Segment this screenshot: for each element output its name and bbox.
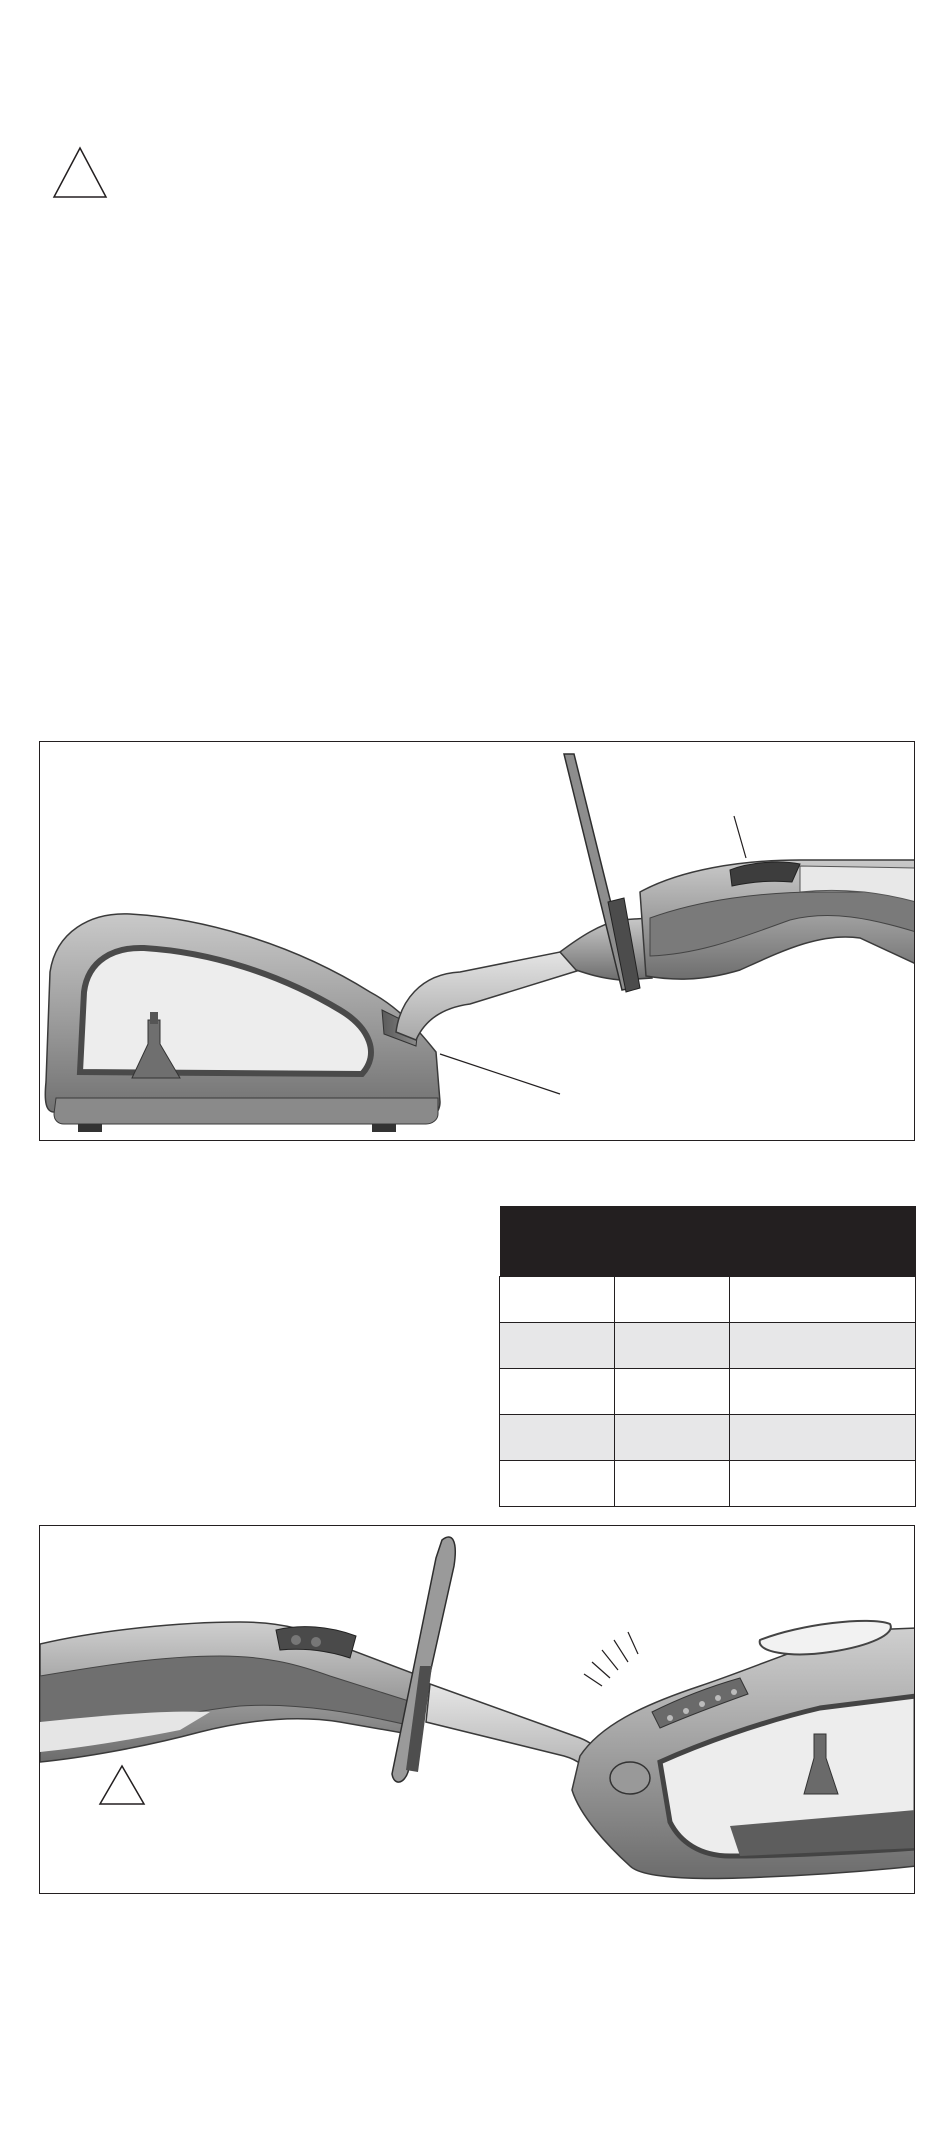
figure-handpiece-in-charger [39, 1525, 915, 1894]
signal-lines [584, 1632, 638, 1686]
table-header-cell [500, 1206, 615, 1277]
table-cell [615, 1415, 730, 1461]
warning-triangle-icon [100, 1766, 144, 1804]
illustration-charger-handpiece [40, 742, 915, 1141]
table-cell [615, 1323, 730, 1369]
table-cell [730, 1277, 916, 1323]
table-cell [500, 1277, 615, 1323]
figure-charging-base-side [39, 741, 915, 1141]
table-row [500, 1277, 916, 1323]
table-cell [615, 1461, 730, 1507]
table-cell [730, 1415, 916, 1461]
table-cell [615, 1369, 730, 1415]
table-cell [615, 1277, 730, 1323]
table-cell [730, 1369, 916, 1415]
table-cell [500, 1369, 615, 1415]
table-cell [730, 1323, 916, 1369]
table-header-cell [615, 1206, 730, 1277]
table-header-row [500, 1206, 916, 1277]
table-row [500, 1323, 916, 1369]
table-header-cell [730, 1206, 916, 1277]
warning-triangle-icon [52, 146, 108, 200]
illustration-handpiece-charging [40, 1526, 915, 1894]
table-row [500, 1461, 916, 1507]
table-cell [500, 1323, 615, 1369]
table-cell [500, 1461, 615, 1507]
table-cell [500, 1415, 615, 1461]
table-cell [730, 1461, 916, 1507]
table-row [500, 1415, 916, 1461]
data-table [499, 1206, 916, 1507]
table-row [500, 1369, 916, 1415]
